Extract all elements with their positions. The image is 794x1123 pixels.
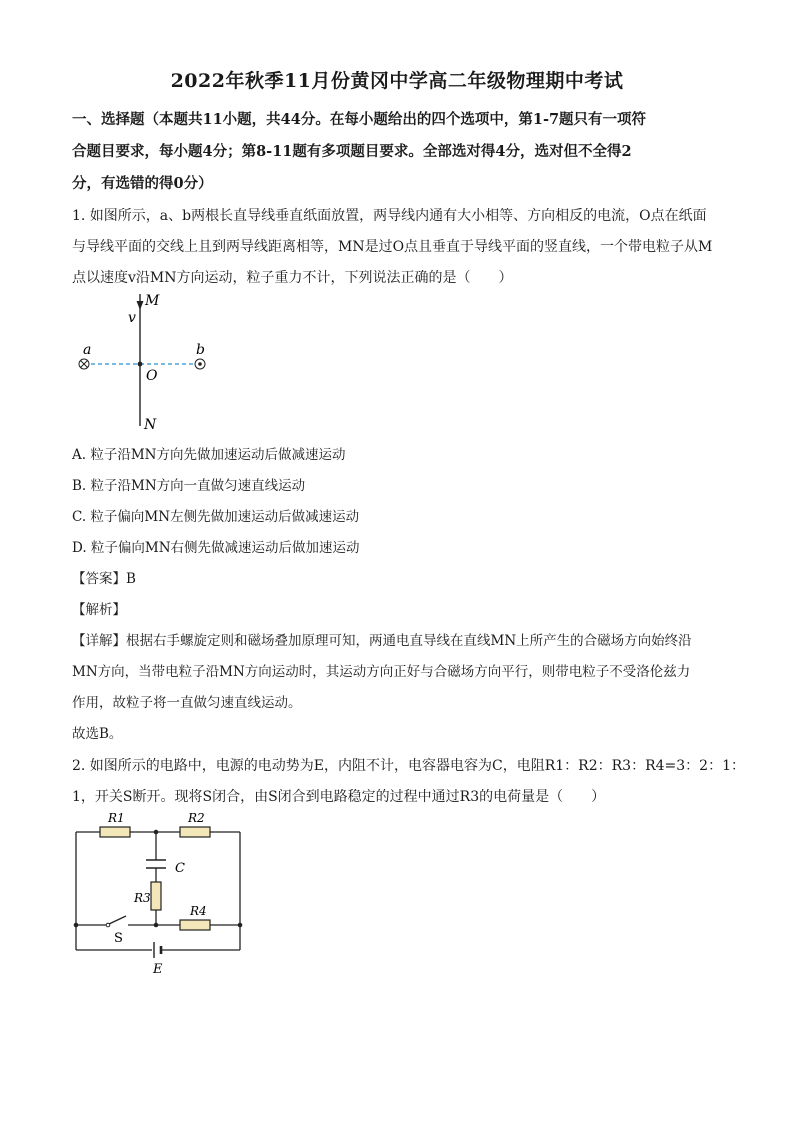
label-r3: R3 xyxy=(134,891,151,905)
label-s: S xyxy=(114,931,123,946)
label-e: E xyxy=(153,962,163,977)
q2-stem-line-1: 2. 如图所示的电路中，电源的电动势为E，内阻不计，电容器电容为C，电阻R1：R2：R3：R4=3：2：1： xyxy=(72,758,745,774)
label-b: b xyxy=(196,342,205,358)
q1-detail-line-2: MN方向，当带电粒子沿MN方向运动时，其运动方向正好与合磁场方向平行，则带电粒子不受洛伦兹力 xyxy=(72,664,691,680)
battery-e xyxy=(154,942,161,958)
q2-circuit-figure xyxy=(68,808,248,980)
label-n: N xyxy=(144,417,157,433)
resistor-r4 xyxy=(180,920,210,930)
q1-option-b: B. 粒子沿MN方向一直做匀速直线运动 xyxy=(72,478,306,494)
resistor-r2 xyxy=(180,827,210,837)
q1-stem-line-2: 与导线平面的交线上且到两导线距离相等，MN是过O点且垂直于导线平面的竖直线，一个带电粒子从M xyxy=(72,239,713,255)
label-v: v xyxy=(128,310,136,326)
resistor-r1 xyxy=(100,827,130,837)
label-a: a xyxy=(83,342,92,358)
q1-option-c: C. 粒子偏向MN左侧先做加速运动后做减速运动 xyxy=(72,509,360,525)
label-m: M xyxy=(145,293,160,309)
q1-analysis-tag: 【解析】 xyxy=(72,602,126,618)
label-c: C xyxy=(175,861,185,876)
section-instructions-line-2: 合题目要求，每小题4分；第8-11题有多项题目要求。全部选对得4分，选对但不全得2 xyxy=(72,143,632,160)
label-r2: R2 xyxy=(188,811,205,825)
velocity-arrow xyxy=(137,301,144,310)
q2-stem-line-2: 1，开关S断开。现将S闭合，由S闭合到电路稳定的过程中通过R3的电荷量是（ ） xyxy=(72,789,606,805)
q1-choice: 故选B。 xyxy=(72,726,123,742)
label-o: O xyxy=(146,368,158,384)
section-instructions-line-3: 分，有选错的得0分） xyxy=(72,175,213,192)
wire-b-out-of-page-icon xyxy=(195,359,205,369)
o-point xyxy=(138,362,143,367)
q1-option-d: D. 粒子偏向MN右侧先做减速运动后做加速运动 xyxy=(72,540,360,556)
q1-stem-line-3: 点以速度v沿MN方向运动，粒子重力不计，下列说法正确的是（ ） xyxy=(72,270,513,286)
q1-option-a: A. 粒子沿MN方向先做加速运动后做减速运动 xyxy=(72,447,346,463)
q1-detail-line-3: 作用，故粒子将一直做匀速直线运动。 xyxy=(72,695,302,711)
q1-magnetic-field-figure xyxy=(72,288,232,436)
capacitor-c xyxy=(146,860,166,868)
wire-a-into-page-icon xyxy=(79,359,89,369)
label-r1: R1 xyxy=(108,811,125,825)
section-instructions-line-1: 一、选择题（本题共11小题，共44分。在每小题给出的四个选项中，第1-7题只有一项符 xyxy=(72,111,647,128)
q1-detail-line-1: 【详解】根据右手螺旋定则和磁场叠加原理可知，两通电直导线在直线MN上所产生的合磁场方向始终沿 xyxy=(72,633,692,649)
page-title: 2022年秋季11月份黄冈中学高二年级物理期中考试 xyxy=(170,70,624,92)
q1-stem-line-1: 1. 如图所示，a、b两根长直导线垂直纸面放置，两导线内通有大小相等、方向相反的电流，O点在纸面 xyxy=(72,208,707,224)
resistor-r3 xyxy=(151,882,161,910)
label-r4: R4 xyxy=(190,904,207,918)
switch-s xyxy=(106,916,126,927)
q1-answer: 【答案】B xyxy=(72,571,136,587)
